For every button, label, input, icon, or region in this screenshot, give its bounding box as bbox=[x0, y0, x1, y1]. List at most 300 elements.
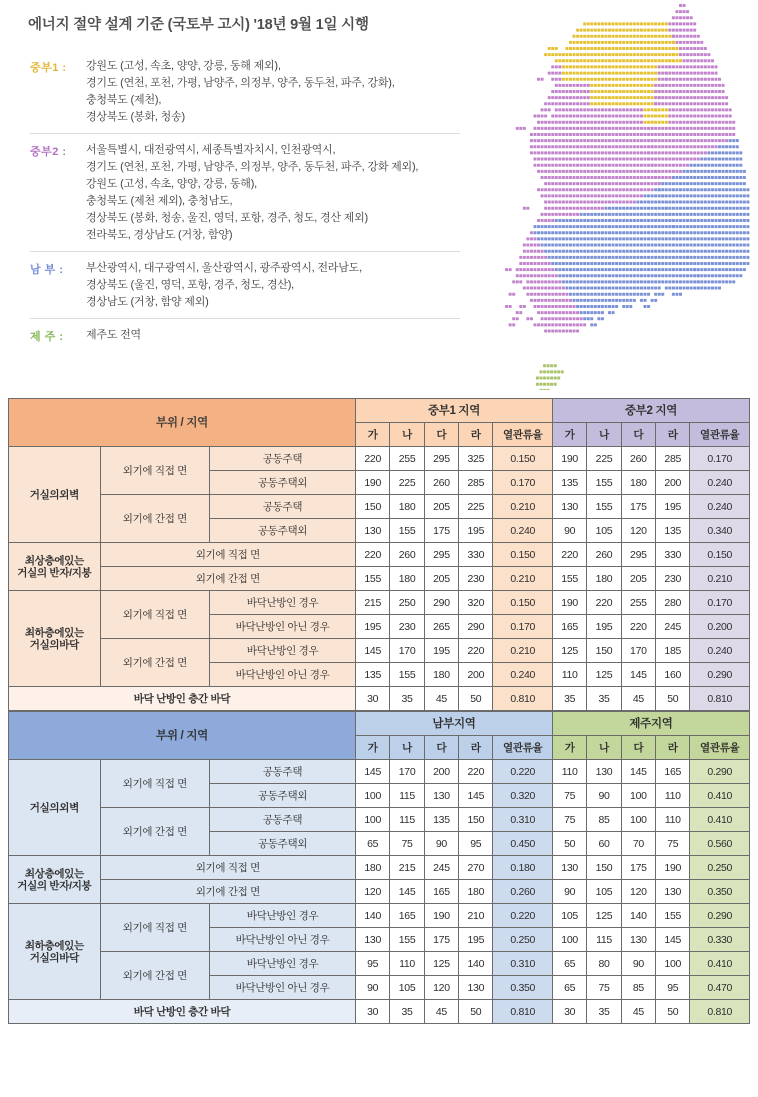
cell-ucoef: 0.320 bbox=[493, 784, 552, 808]
cell-ucoef: 0.240 bbox=[690, 495, 750, 519]
grade-header-ra: 라 bbox=[656, 423, 690, 447]
cell-ucoef: 0.170 bbox=[493, 615, 552, 639]
cell-value: 85 bbox=[621, 976, 655, 1000]
cell-value: 175 bbox=[621, 856, 655, 880]
row-minor-label: 공동주택외 bbox=[210, 832, 356, 856]
cell-value: 75 bbox=[552, 784, 586, 808]
row-minor-label: 바닥난방인 아닌 경우 bbox=[210, 928, 356, 952]
table-jungbu bbox=[8, 398, 750, 711]
cell-ucoef: 0.810 bbox=[690, 1000, 750, 1024]
table-row bbox=[9, 760, 750, 784]
row-minor-label: 바닥난방인 아닌 경우 bbox=[210, 663, 356, 687]
cell-value: 150 bbox=[587, 856, 621, 880]
standards-tables bbox=[8, 398, 750, 1024]
cell-value: 100 bbox=[656, 952, 690, 976]
corner-label: 부위 / 지역 bbox=[9, 712, 356, 760]
cell-ucoef: 0.470 bbox=[690, 976, 750, 1000]
grade-header-da: 다 bbox=[424, 736, 458, 760]
cell-ucoef: 0.240 bbox=[690, 471, 750, 495]
cell-ucoef: 0.410 bbox=[690, 784, 750, 808]
cell-value: 130 bbox=[621, 928, 655, 952]
cell-value: 75 bbox=[390, 832, 424, 856]
cell-value: 165 bbox=[656, 760, 690, 784]
grade-header-ra: 라 bbox=[656, 736, 690, 760]
cell-value: 115 bbox=[390, 784, 424, 808]
row-minor-label: 바닥난방인 경우 bbox=[210, 639, 356, 663]
cell-ucoef: 0.350 bbox=[690, 880, 750, 904]
cell-value: 150 bbox=[459, 808, 493, 832]
cell-value: 165 bbox=[424, 880, 458, 904]
cell-value: 50 bbox=[552, 832, 586, 856]
cell-value: 50 bbox=[656, 1000, 690, 1024]
row-mid-label: 외기에 직접 면 bbox=[100, 760, 209, 808]
table-row bbox=[9, 880, 750, 904]
row-major-label-line1: 최상층에있는 bbox=[24, 554, 84, 567]
cell-value: 115 bbox=[390, 808, 424, 832]
cell-value: 100 bbox=[355, 808, 389, 832]
cell-value: 110 bbox=[656, 784, 690, 808]
legend-line: 경상북도 (봉화, 청송) bbox=[86, 111, 185, 123]
cell-value: 70 bbox=[621, 832, 655, 856]
cell-ucoef: 0.210 bbox=[690, 567, 750, 591]
cell-ucoef: 0.310 bbox=[493, 808, 552, 832]
legend-lines-jungbu2 bbox=[86, 142, 418, 244]
legend-lines-jeju bbox=[86, 327, 141, 344]
cell-value: 90 bbox=[621, 952, 655, 976]
cell-value: 85 bbox=[587, 808, 621, 832]
cell-value: 30 bbox=[355, 1000, 389, 1024]
cell-value: 80 bbox=[587, 952, 621, 976]
cell-value: 220 bbox=[355, 543, 389, 567]
legend-lines-jungbu1 bbox=[86, 58, 395, 126]
cell-ucoef: 0.810 bbox=[493, 1000, 552, 1024]
cell-value: 135 bbox=[424, 808, 458, 832]
cell-value: 270 bbox=[459, 856, 493, 880]
row-mid-label: 외기에 직접 면 bbox=[100, 543, 355, 567]
legend-line: 전라북도, 경상남도 (거창, 함양) bbox=[86, 229, 233, 241]
cell-value: 45 bbox=[424, 1000, 458, 1024]
cell-ucoef: 0.450 bbox=[493, 832, 552, 856]
cell-value: 155 bbox=[587, 471, 621, 495]
cell-value: 260 bbox=[587, 543, 621, 567]
grade-header-na: 나 bbox=[390, 736, 424, 760]
cell-value: 130 bbox=[424, 784, 458, 808]
row-mid-label: 외기에 간접 면 bbox=[100, 808, 209, 856]
cell-value: 220 bbox=[355, 447, 389, 471]
row-minor-label: 공동주택 bbox=[210, 808, 356, 832]
cell-value: 150 bbox=[587, 639, 621, 663]
cell-value: 295 bbox=[424, 447, 458, 471]
cell-value: 180 bbox=[390, 495, 424, 519]
row-major-label-line2: 거실의 반자/지붕 bbox=[17, 879, 92, 892]
cell-value: 95 bbox=[355, 952, 389, 976]
row-minor-label: 공동주택외 bbox=[210, 784, 356, 808]
cell-value: 45 bbox=[621, 687, 655, 711]
cell-value: 120 bbox=[355, 880, 389, 904]
cell-value: 90 bbox=[552, 519, 586, 543]
cell-value: 50 bbox=[656, 687, 690, 711]
cell-value: 330 bbox=[656, 543, 690, 567]
cell-value: 200 bbox=[656, 471, 690, 495]
table-row bbox=[9, 567, 750, 591]
cell-value: 295 bbox=[424, 543, 458, 567]
grade-header-da: 다 bbox=[621, 423, 655, 447]
cell-value: 285 bbox=[656, 447, 690, 471]
cell-value: 100 bbox=[552, 928, 586, 952]
cell-value: 195 bbox=[424, 639, 458, 663]
cell-value: 105 bbox=[390, 976, 424, 1000]
region-group-header-jungbu2: 중부2 지역 bbox=[552, 399, 749, 423]
cell-value: 155 bbox=[587, 495, 621, 519]
cell-value: 260 bbox=[621, 447, 655, 471]
cell-value: 215 bbox=[390, 856, 424, 880]
table-header-row-1 bbox=[9, 399, 750, 423]
korea-dot-map bbox=[488, 0, 750, 390]
cell-value: 200 bbox=[424, 760, 458, 784]
cell-value: 135 bbox=[656, 519, 690, 543]
cell-value: 145 bbox=[656, 928, 690, 952]
row-major-label bbox=[9, 543, 101, 591]
row-mid-label: 외기에 직접 면 bbox=[100, 856, 355, 880]
cell-value: 325 bbox=[459, 447, 493, 471]
cell-value: 245 bbox=[656, 615, 690, 639]
cell-value: 230 bbox=[656, 567, 690, 591]
cell-value: 65 bbox=[552, 952, 586, 976]
grade-header-ucoef: 열관류율 bbox=[493, 736, 552, 760]
cell-value: 130 bbox=[459, 976, 493, 1000]
cell-value: 255 bbox=[621, 591, 655, 615]
grade-header-na: 나 bbox=[390, 423, 424, 447]
cell-value: 130 bbox=[552, 495, 586, 519]
cell-value: 320 bbox=[459, 591, 493, 615]
cell-value: 190 bbox=[656, 856, 690, 880]
table-header-row-1 bbox=[9, 712, 750, 736]
cell-value: 220 bbox=[552, 543, 586, 567]
cell-value: 195 bbox=[459, 519, 493, 543]
cell-value: 140 bbox=[459, 952, 493, 976]
cell-value: 110 bbox=[552, 760, 586, 784]
cell-value: 295 bbox=[621, 543, 655, 567]
row-major-label bbox=[9, 904, 101, 1000]
cell-value: 35 bbox=[587, 1000, 621, 1024]
legend-key-nambu: 남 부 : bbox=[30, 264, 64, 276]
row-minor-label: 바닥난방인 경우 bbox=[210, 952, 356, 976]
grade-header-ga: 가 bbox=[552, 423, 586, 447]
cell-value: 155 bbox=[390, 519, 424, 543]
cell-value: 205 bbox=[424, 567, 458, 591]
region-group-header-jeju: 제주지역 bbox=[552, 712, 749, 736]
cell-ucoef: 0.170 bbox=[690, 447, 750, 471]
cell-ucoef: 0.810 bbox=[690, 687, 750, 711]
cell-ucoef: 0.250 bbox=[690, 856, 750, 880]
cell-value: 140 bbox=[621, 904, 655, 928]
cell-value: 35 bbox=[390, 687, 424, 711]
cell-value: 175 bbox=[424, 928, 458, 952]
cell-ucoef: 0.170 bbox=[690, 591, 750, 615]
row-major-label-line2: 거실의바닥 bbox=[29, 638, 79, 651]
table-row bbox=[9, 904, 750, 928]
cell-ucoef: 0.210 bbox=[493, 495, 552, 519]
cell-ucoef: 0.200 bbox=[690, 615, 750, 639]
legend-line: 부산광역시, 대구광역시, 울산광역시, 광주광역시, 전라남도, bbox=[86, 262, 362, 274]
cell-value: 225 bbox=[587, 447, 621, 471]
cell-value: 220 bbox=[621, 615, 655, 639]
legend-key-jungbu2: 중부2 : bbox=[30, 146, 67, 158]
cell-value: 215 bbox=[355, 591, 389, 615]
cell-value: 95 bbox=[459, 832, 493, 856]
grade-header-ucoef: 열관류율 bbox=[493, 423, 552, 447]
grade-header-ga: 가 bbox=[552, 736, 586, 760]
cell-value: 180 bbox=[424, 663, 458, 687]
row-minor-label: 바닥난방인 경우 bbox=[210, 591, 356, 615]
cell-value: 145 bbox=[621, 663, 655, 687]
row-mid-label: 외기에 직접 면 bbox=[100, 904, 209, 952]
cell-value: 175 bbox=[621, 495, 655, 519]
cell-value: 30 bbox=[355, 687, 389, 711]
row-mid-label: 외기에 간접 면 bbox=[100, 880, 355, 904]
cell-value: 45 bbox=[621, 1000, 655, 1024]
cell-ucoef: 0.250 bbox=[493, 928, 552, 952]
cell-value: 260 bbox=[390, 543, 424, 567]
grade-header-ga: 가 bbox=[355, 736, 389, 760]
cell-value: 125 bbox=[587, 663, 621, 687]
cell-value: 130 bbox=[355, 519, 389, 543]
cell-value: 75 bbox=[656, 832, 690, 856]
cell-value: 155 bbox=[355, 567, 389, 591]
cell-value: 155 bbox=[656, 904, 690, 928]
cell-value: 155 bbox=[390, 663, 424, 687]
cell-value: 145 bbox=[355, 639, 389, 663]
cell-value: 110 bbox=[390, 952, 424, 976]
cell-ucoef: 0.170 bbox=[493, 471, 552, 495]
cell-value: 105 bbox=[587, 519, 621, 543]
row-mid-label: 외기에 간접 면 bbox=[100, 495, 209, 543]
cell-value: 110 bbox=[552, 663, 586, 687]
table-footer-row bbox=[9, 1000, 750, 1024]
cell-ucoef: 0.210 bbox=[493, 639, 552, 663]
legend-key-jungbu1: 중부1 : bbox=[30, 62, 67, 74]
header-section bbox=[0, 0, 758, 392]
cell-value: 45 bbox=[424, 687, 458, 711]
cell-ucoef: 0.220 bbox=[493, 904, 552, 928]
row-minor-label: 바닥난방인 경우 bbox=[210, 904, 356, 928]
cell-value: 250 bbox=[390, 591, 424, 615]
legend-line: 경상북도 (봉화, 청송, 울진, 영덕, 포항, 경주, 청도, 경산 제외) bbox=[86, 212, 368, 224]
footer-label: 바닥 난방인 층간 바닥 bbox=[9, 687, 356, 711]
cell-value: 220 bbox=[459, 639, 493, 663]
grade-header-ra: 라 bbox=[459, 736, 493, 760]
cell-value: 145 bbox=[390, 880, 424, 904]
cell-value: 170 bbox=[621, 639, 655, 663]
table-nambu-jeju bbox=[8, 711, 750, 1024]
cell-ucoef: 0.330 bbox=[690, 928, 750, 952]
cell-value: 195 bbox=[587, 615, 621, 639]
cell-value: 220 bbox=[587, 591, 621, 615]
cell-value: 90 bbox=[552, 880, 586, 904]
cell-value: 190 bbox=[552, 447, 586, 471]
cell-ucoef: 0.150 bbox=[493, 543, 552, 567]
cell-value: 145 bbox=[459, 784, 493, 808]
legend-line: 경상북도 (울진, 영덕, 포항, 경주, 청도, 경산), bbox=[86, 279, 295, 291]
cell-ucoef: 0.810 bbox=[493, 687, 552, 711]
cell-value: 120 bbox=[621, 519, 655, 543]
cell-value: 65 bbox=[552, 976, 586, 1000]
cell-value: 60 bbox=[587, 832, 621, 856]
cell-value: 50 bbox=[459, 1000, 493, 1024]
row-minor-label: 공동주택외 bbox=[210, 471, 356, 495]
grade-header-da: 다 bbox=[424, 423, 458, 447]
cell-value: 220 bbox=[459, 760, 493, 784]
cell-value: 125 bbox=[552, 639, 586, 663]
cell-value: 190 bbox=[355, 471, 389, 495]
legend-line: 경상남도 (거창, 함양 제외) bbox=[86, 296, 209, 308]
cell-value: 95 bbox=[656, 976, 690, 1000]
cell-value: 265 bbox=[424, 615, 458, 639]
legend-group-jungbu2 bbox=[30, 133, 460, 251]
cell-value: 130 bbox=[552, 856, 586, 880]
cell-value: 110 bbox=[656, 808, 690, 832]
row-minor-label: 바닥난방인 아닌 경우 bbox=[210, 615, 356, 639]
cell-ucoef: 0.290 bbox=[690, 760, 750, 784]
cell-value: 90 bbox=[587, 784, 621, 808]
row-major-label-line1: 최상층에있는 bbox=[24, 867, 84, 880]
row-major-label-line2: 거실의바닥 bbox=[29, 951, 79, 964]
cell-value: 195 bbox=[656, 495, 690, 519]
grade-header-na: 나 bbox=[587, 423, 621, 447]
cell-ucoef: 0.560 bbox=[690, 832, 750, 856]
cell-value: 90 bbox=[424, 832, 458, 856]
cell-value: 35 bbox=[587, 687, 621, 711]
row-mid-label: 외기에 간접 면 bbox=[100, 567, 355, 591]
grade-header-ucoef: 열관류율 bbox=[690, 423, 750, 447]
cell-value: 210 bbox=[459, 904, 493, 928]
cell-value: 165 bbox=[552, 615, 586, 639]
cell-value: 120 bbox=[424, 976, 458, 1000]
legend-line: 강원도 (고성, 속초, 양양, 강릉, 동해), bbox=[86, 178, 258, 190]
cell-value: 225 bbox=[390, 471, 424, 495]
cell-ucoef: 0.290 bbox=[690, 663, 750, 687]
legend-line: 서울특별시, 대전광역시, 세종특별자치시, 인천광역시, bbox=[86, 144, 336, 156]
row-minor-label: 공동주택 bbox=[210, 447, 356, 471]
cell-value: 165 bbox=[390, 904, 424, 928]
cell-value: 160 bbox=[656, 663, 690, 687]
cell-ucoef: 0.240 bbox=[690, 639, 750, 663]
row-mid-label: 외기에 간접 면 bbox=[100, 952, 209, 1000]
cell-ucoef: 0.150 bbox=[690, 543, 750, 567]
legend-line: 충청북도 (제천), bbox=[86, 94, 162, 106]
row-mid-label: 외기에 간접 면 bbox=[100, 639, 209, 687]
cell-value: 190 bbox=[552, 591, 586, 615]
cell-ucoef: 0.340 bbox=[690, 519, 750, 543]
cell-value: 175 bbox=[424, 519, 458, 543]
cell-value: 155 bbox=[390, 928, 424, 952]
row-major-label-line2: 거실의 반자/지붕 bbox=[17, 566, 92, 579]
cell-value: 170 bbox=[390, 639, 424, 663]
cell-value: 280 bbox=[656, 591, 690, 615]
page-title: 에너지 절약 설계 기준 (국토부 고시) '18년 9월 1일 시행 bbox=[28, 17, 369, 33]
cell-value: 35 bbox=[390, 1000, 424, 1024]
grade-header-ucoef: 열관류율 bbox=[690, 736, 750, 760]
cell-value: 65 bbox=[355, 832, 389, 856]
cell-value: 130 bbox=[587, 760, 621, 784]
cell-value: 180 bbox=[587, 567, 621, 591]
row-major-label: 거실의외벽 bbox=[9, 760, 101, 856]
legend-group-jeju bbox=[30, 318, 460, 351]
cell-ucoef: 0.150 bbox=[493, 447, 552, 471]
cell-value: 180 bbox=[621, 471, 655, 495]
table-row bbox=[9, 639, 750, 663]
cell-value: 115 bbox=[587, 928, 621, 952]
legend-lines-nambu bbox=[86, 260, 362, 311]
cell-value: 285 bbox=[459, 471, 493, 495]
cell-ucoef: 0.290 bbox=[690, 904, 750, 928]
cell-value: 90 bbox=[355, 976, 389, 1000]
table-row bbox=[9, 856, 750, 880]
cell-value: 30 bbox=[552, 1000, 586, 1024]
cell-ucoef: 0.150 bbox=[493, 591, 552, 615]
table-footer-row bbox=[9, 687, 750, 711]
cell-value: 140 bbox=[355, 904, 389, 928]
cell-value: 290 bbox=[424, 591, 458, 615]
cell-value: 155 bbox=[552, 567, 586, 591]
korea-map-svg bbox=[488, 0, 750, 390]
cell-value: 75 bbox=[587, 976, 621, 1000]
cell-value: 170 bbox=[390, 760, 424, 784]
cell-value: 260 bbox=[424, 471, 458, 495]
table-row bbox=[9, 495, 750, 519]
legend-key-jeju: 제 주 : bbox=[30, 331, 64, 343]
cell-value: 120 bbox=[621, 880, 655, 904]
cell-value: 195 bbox=[459, 928, 493, 952]
cell-ucoef: 0.410 bbox=[690, 808, 750, 832]
region-legend bbox=[30, 58, 460, 351]
legend-line: 경기도 (연천, 포천, 가평, 남양주, 의정부, 양주, 동두천, 파주, 강화), bbox=[86, 77, 395, 89]
cell-ucoef: 0.310 bbox=[493, 952, 552, 976]
table-row bbox=[9, 591, 750, 615]
cell-value: 225 bbox=[459, 495, 493, 519]
cell-ucoef: 0.180 bbox=[493, 856, 552, 880]
grade-header-ra: 라 bbox=[459, 423, 493, 447]
legend-group-jungbu1 bbox=[30, 58, 460, 133]
row-major-label: 거실의외벽 bbox=[9, 447, 101, 543]
region-group-header-nambu: 남부지역 bbox=[355, 712, 552, 736]
cell-value: 245 bbox=[424, 856, 458, 880]
row-minor-label: 공동주택 bbox=[210, 760, 356, 784]
cell-value: 185 bbox=[656, 639, 690, 663]
row-major-label bbox=[9, 856, 101, 904]
cell-value: 290 bbox=[459, 615, 493, 639]
cell-value: 130 bbox=[355, 928, 389, 952]
row-minor-label: 공동주택외 bbox=[210, 519, 356, 543]
grade-header-da: 다 bbox=[621, 736, 655, 760]
cell-value: 50 bbox=[459, 687, 493, 711]
row-mid-label: 외기에 직접 면 bbox=[100, 591, 209, 639]
table-row bbox=[9, 543, 750, 567]
legend-group-nambu bbox=[30, 251, 460, 318]
cell-value: 150 bbox=[355, 495, 389, 519]
cell-value: 330 bbox=[459, 543, 493, 567]
cell-ucoef: 0.350 bbox=[493, 976, 552, 1000]
grade-header-ga: 가 bbox=[355, 423, 389, 447]
cell-ucoef: 0.410 bbox=[690, 952, 750, 976]
cell-value: 205 bbox=[621, 567, 655, 591]
table-row bbox=[9, 952, 750, 976]
cell-value: 105 bbox=[587, 880, 621, 904]
row-minor-label: 바닥난방인 아닌 경우 bbox=[210, 976, 356, 1000]
cell-value: 135 bbox=[355, 663, 389, 687]
cell-value: 180 bbox=[390, 567, 424, 591]
cell-value: 230 bbox=[390, 615, 424, 639]
